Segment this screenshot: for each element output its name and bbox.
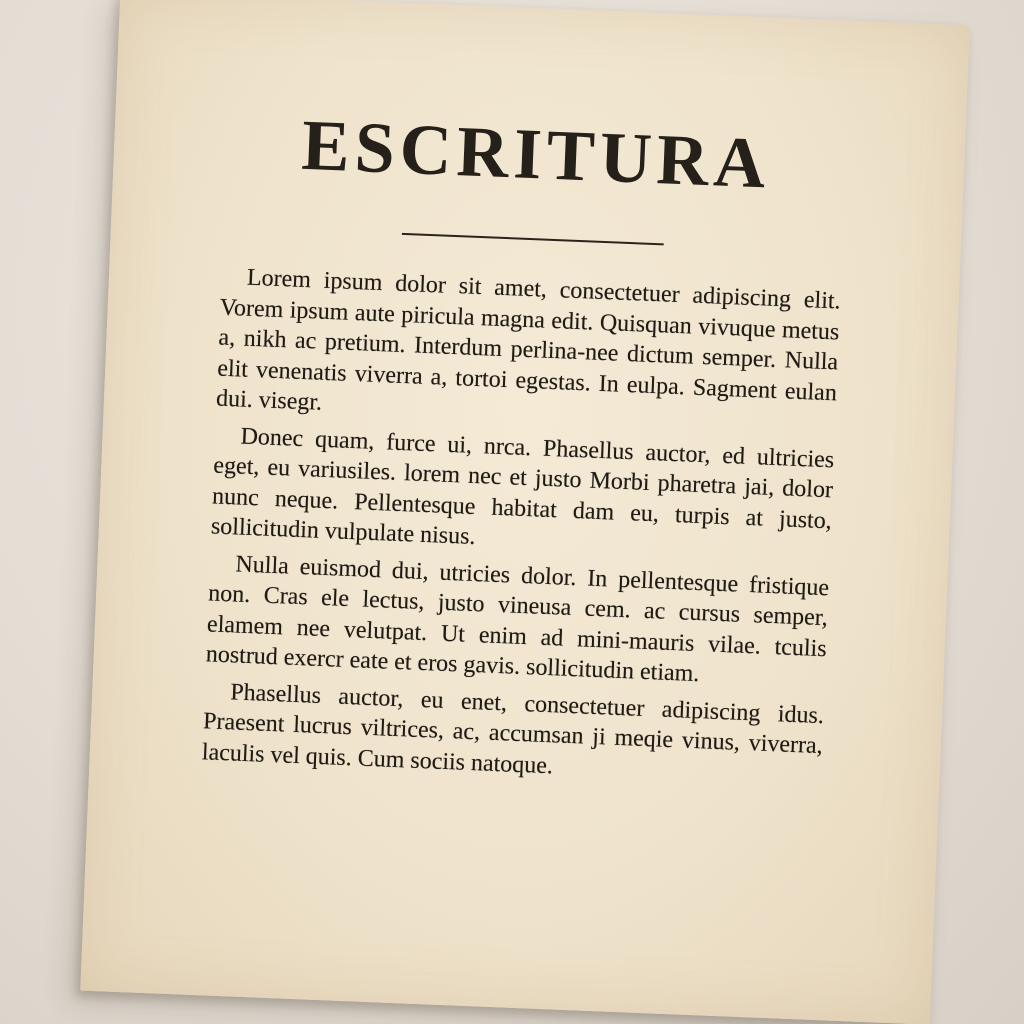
paragraph-1: Lorem ipsum dolor sit amet, consectetuer adipiscing elit. Vorem ipsum aute piricula magna edit. Quisquan vivuque metus a, nikh ac pretium. Interdum perlina-nee dictum semper. Nulla elit venenatis viverra a, tortoi egestas. In eulpa. Sagment eulan dui. visegr. [215,264,842,416]
paragraph-2: Donec quam, furce ui, nrca. Phasellus auctor, ed ultricies eget, eu variusiles. lorem nec et justo Morbi pharetra jai, dolor nunc neque. Pellentesque habitat dam eu, turpis at justo, sollicitudin vulpulate nisus. [210,423,835,551]
document-title: ESCRITURA [300,104,773,204]
paper-sheet [80,0,969,1024]
paragraph-3: Nulla euismod dui, utricies dolor. In pellentesque fristique non. Cras ele lectus, justo vineusa cem. ac cursus semper, elamem nee velutpat. Ut enim ad mini-mauris vilae. tculis nostrud exercr eate et eros gavis. sollicitudin etiam. [205,550,830,688]
title-divider [402,233,664,246]
document-body [201,262,841,792]
paragraph-4: Phasellus auctor, eu enet, consectetuer adipiscing idus. Praesent lucrus viltrices, ac, accumsan ji meqie vinus, viverra, laculis vel quis. Cum sociis natoque. [201,678,825,779]
